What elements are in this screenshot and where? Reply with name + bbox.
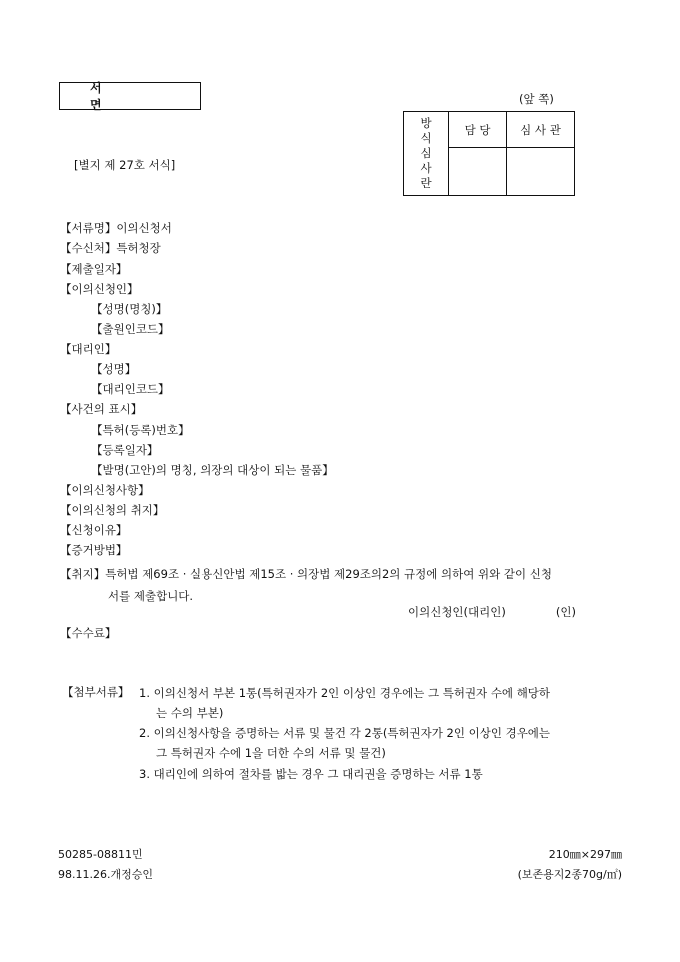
- field-agent-name: 【성명】: [91, 362, 137, 376]
- field-agent-code: 【대리인코드】: [91, 382, 170, 396]
- field-recipient: 【수신처】특허청장: [60, 241, 161, 255]
- purpose-line-2: 서를 제출합니다.: [108, 589, 194, 603]
- field-agent: 【대리인】: [60, 342, 117, 356]
- field-objector: 【이의신청인】: [60, 282, 139, 296]
- field-objector-name: 【성명(명칭)】: [91, 302, 168, 316]
- form-number: [별지 제 27호 서식]: [74, 158, 176, 172]
- field-submission-date: 【제출일자】: [60, 262, 128, 276]
- attachment-item: [139, 723, 626, 763]
- document-title: 서 면: [59, 82, 201, 110]
- attachment-3-line-1: 3. 대리인에 의하여 절차를 밟는 경우 그 대리권을 증명하는 서류 1통: [139, 767, 483, 781]
- review-cell-staff: [449, 148, 507, 196]
- applicant-signature: [408, 604, 576, 620]
- field-applicant-code: 【출원인코드】: [91, 322, 170, 336]
- attachment-item: [139, 764, 626, 784]
- field-fee: 【수수료】: [60, 626, 117, 640]
- field-objection-matters: 【이의신청사항】: [60, 483, 150, 497]
- approval-date: 98.11.26.개정승인: [58, 868, 153, 881]
- field-registration-date: 【등록일자】: [91, 443, 159, 457]
- attachment-1-line-1: 1. 이의신청서 부본 1통(특허권자가 2인 이상인 경우에는 그 특허권자 수에 해당하: [139, 686, 551, 700]
- field-case-display: 【사건의 표시】: [60, 402, 143, 416]
- attachment-item: [139, 683, 626, 723]
- form-code: 50285-08811민: [58, 848, 143, 861]
- paper-size: 210㎜×297㎜: [548, 848, 622, 861]
- review-table: [403, 111, 575, 196]
- purpose-line-1: 【취지】특허법 제69조 · 실용신안법 제15조 · 의장법 제29조의2의 규정에 의하여 위와 같이 신청: [60, 567, 552, 581]
- purpose-statement: [60, 563, 625, 607]
- attachment-1-line-2: 는 수의 부본): [156, 706, 224, 720]
- field-objection-purpose: 【이의신청의 취지】: [60, 503, 165, 517]
- attachments-label: 【첨부서류】: [62, 685, 130, 699]
- attachment-2-line-2: 그 특허권자 수에 1을 더한 수의 서류 및 물건): [156, 746, 386, 760]
- field-reason: 【신청이유】: [60, 523, 128, 537]
- review-row-label-text: 방식심사란: [420, 116, 432, 190]
- front-side-note: (앞 쪽): [519, 92, 554, 106]
- field-patent-number: 【특허(등록)번호】: [91, 423, 190, 437]
- review-col-staff: 담 당: [449, 112, 507, 148]
- field-document-name: 【서류명】이의신청서: [60, 221, 172, 235]
- field-evidence: 【증거방법】: [60, 543, 128, 557]
- attachment-2-line-1: 2. 이의신청사항을 증명하는 서류 및 물건 각 2통(특허권자가 2인 이상인 경우에는: [139, 726, 551, 740]
- review-col-examiner: 심 사 관: [507, 112, 575, 148]
- paper-type: (보존용지2종70g/㎡): [517, 868, 622, 881]
- seal-mark: (인): [555, 605, 576, 619]
- field-invention-title: 【발명(고안)의 명칭, 의장의 대상이 되는 물품】: [91, 463, 334, 477]
- review-cell-examiner: [507, 148, 575, 196]
- review-row-label: [404, 112, 449, 196]
- applicant-label: 이의신청인(대리인): [408, 605, 506, 619]
